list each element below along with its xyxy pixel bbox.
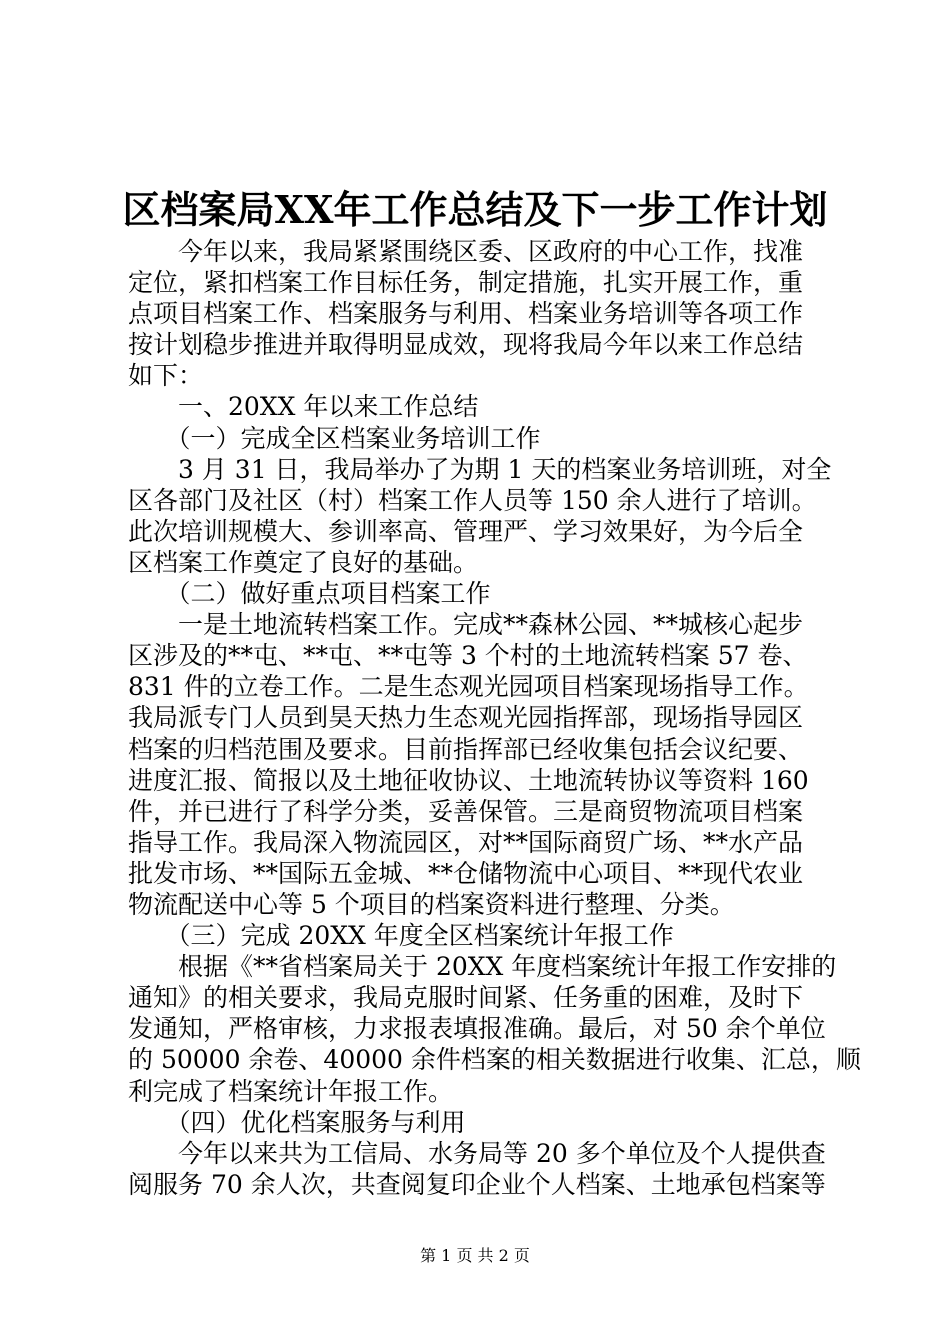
body-line: 物流配送中心等 5 个项目的档案资料进行整理、分类。	[128, 889, 735, 919]
subsection-heading: （四）优化档案服务与利用	[128, 1107, 466, 1137]
body-line: 档案的归档范围及要求。目前指挥部已经收集包括会议纪要、	[128, 734, 804, 764]
body-line: 批发市场、**国际五金城、**仓储物流中心项目、**现代农业	[128, 858, 804, 888]
body-line: 通知》的相关要求，我局克服时间紧、任务重的困难，及时下	[128, 983, 804, 1013]
body-line: 今年以来共为工信局、水务局等 20 多个单位及个人提供查	[128, 1138, 826, 1168]
body-line: 我局派专门人员到昊天热力生态观光园指挥部，现场指导园区	[128, 703, 804, 733]
body-line: 3 月 31 日，我局举办了为期 1 天的档案业务培训班，对全	[128, 454, 832, 484]
body-line: 利完成了档案统计年报工作。	[128, 1076, 454, 1106]
body-line: 区涉及的**屯、**屯、**屯等 3 个村的土地流转档案 57 卷、	[128, 641, 808, 671]
subsection-heading: （一）完成全区档案业务培训工作	[128, 423, 541, 453]
body-line: 831 件的立卷工作。二是生态观光园项目档案现场指导工作。	[128, 672, 809, 702]
body-line: 定位，紧扣档案工作目标任务，制定措施，扎实开展工作，重	[128, 268, 804, 298]
body-line: 根据《**省档案局关于 20XX 年度档案统计年报工作安排的	[128, 952, 837, 982]
body-line: 点项目档案工作、档案服务与利用、档案业务培训等各项工作	[128, 299, 804, 329]
body-line: 指导工作。我局深入物流园区，对**国际商贸广场、**水产品	[128, 827, 804, 857]
body-line: 件，并已进行了科学分类，妥善保管。三是商贸物流项目档案	[128, 796, 804, 826]
document-body	[128, 236, 861, 1200]
section-heading: 一、20XX 年以来工作总结	[128, 392, 479, 422]
body-line: 发通知，严格审核，力求报表填报准确。最后，对 50 余个单位	[128, 1014, 826, 1044]
subsection-heading: （三）完成 20XX 年度全区档案统计年报工作	[128, 921, 674, 951]
body-line: 的 50000 余卷、40000 余件档案的相关数据进行收集、汇总，顺	[128, 1045, 861, 1075]
body-line: 今年以来，我局紧紧围绕区委、区政府的中心工作，找准	[128, 237, 804, 266]
body-line: 区档案工作奠定了良好的基础。	[128, 547, 479, 577]
body-line: 如下：	[128, 361, 204, 391]
body-line: 此次培训规模大、参训率高、管理严、学习效果好，为今后全	[128, 516, 804, 546]
body-line: 区各部门及社区（村）档案工作人员等 150 余人进行了培训。	[128, 485, 817, 515]
body-line: 进度汇报、简报以及土地征收协议、土地流转协议等资料 160	[128, 765, 809, 795]
subsection-heading: （二）做好重点项目档案工作	[128, 579, 491, 609]
body-line: 按计划稳步推进并取得明显成效，现将我局今年以来工作总结	[128, 330, 804, 360]
body-line: 一是土地流转档案工作。完成**森林公园、**城核心起步	[128, 610, 804, 640]
document-title: 区档案局XX年工作总结及下一步工作计划	[122, 187, 828, 232]
page-number-footer: 第 1 页 共 2 页	[420, 1246, 530, 1265]
body-line: 阅服务 70 余人次，共查阅复印企业个人档案、土地承包档案等	[128, 1169, 826, 1199]
